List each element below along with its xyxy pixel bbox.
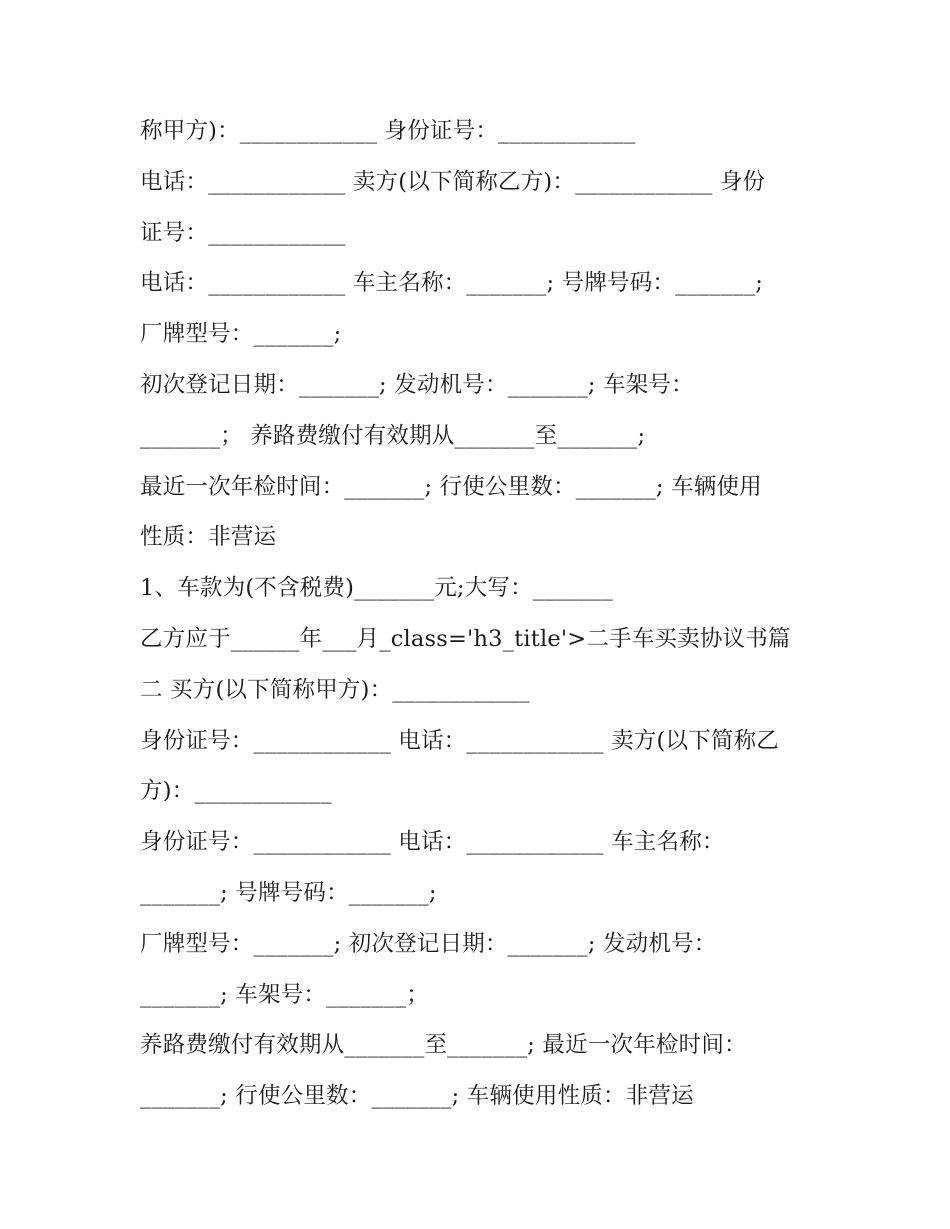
text-line: 身份证号：____________ 电话：____________ 车主名称： bbox=[140, 829, 725, 856]
text-line: 乙方应于______年___月_class='h3_title'>二手车买卖协议书篇 bbox=[140, 625, 791, 652]
text-line: 称甲方)：____________ 身份证号：____________ bbox=[140, 118, 636, 144]
text-line: _______; 号牌号码：_______; bbox=[140, 879, 437, 906]
text-line: 养路费缴付有效期从_______至_______; 最近一次年检时间： bbox=[140, 1032, 747, 1059]
text-line: 最近一次年检时间：_______; 行使公里数：_______; 车辆使用 bbox=[140, 473, 762, 500]
text-line: 二 买方(以下简称甲方)：____________ bbox=[140, 676, 530, 703]
text-line: 方)：____________ bbox=[140, 778, 332, 805]
text-line: 证号：____________ bbox=[140, 219, 346, 246]
document-body bbox=[140, 106, 820, 1122]
text-line: 1、车款为(不含税费)_______元;大写：_______ bbox=[140, 575, 613, 602]
text-line: 初次登记日期：_______; 发动机号：_______; 车架号： bbox=[140, 371, 694, 398]
text-line: _______； 养路费缴付有效期从_______至_______; bbox=[140, 422, 646, 449]
text-line: _______; 行使公里数：_______; 车辆使用性质：非营运 bbox=[140, 1083, 694, 1110]
text-line: _______; 车架号：_______； bbox=[140, 981, 429, 1008]
text-line: 电话：____________ 车主名称：_______; 号牌号码：_______; bbox=[140, 270, 764, 297]
text-line: 电话：____________ 卖方(以下简称乙方)：____________ 身份 bbox=[140, 168, 766, 195]
text-line: 性质：非营运 bbox=[140, 524, 277, 551]
text-line: 身份证号：____________ 电话：____________ 卖方(以下简称乙 bbox=[140, 727, 779, 754]
text-line: 厂牌型号：_______; bbox=[140, 321, 342, 348]
text-line: 厂牌型号：_______; 初次登记日期：_______; 发动机号： bbox=[140, 930, 717, 957]
